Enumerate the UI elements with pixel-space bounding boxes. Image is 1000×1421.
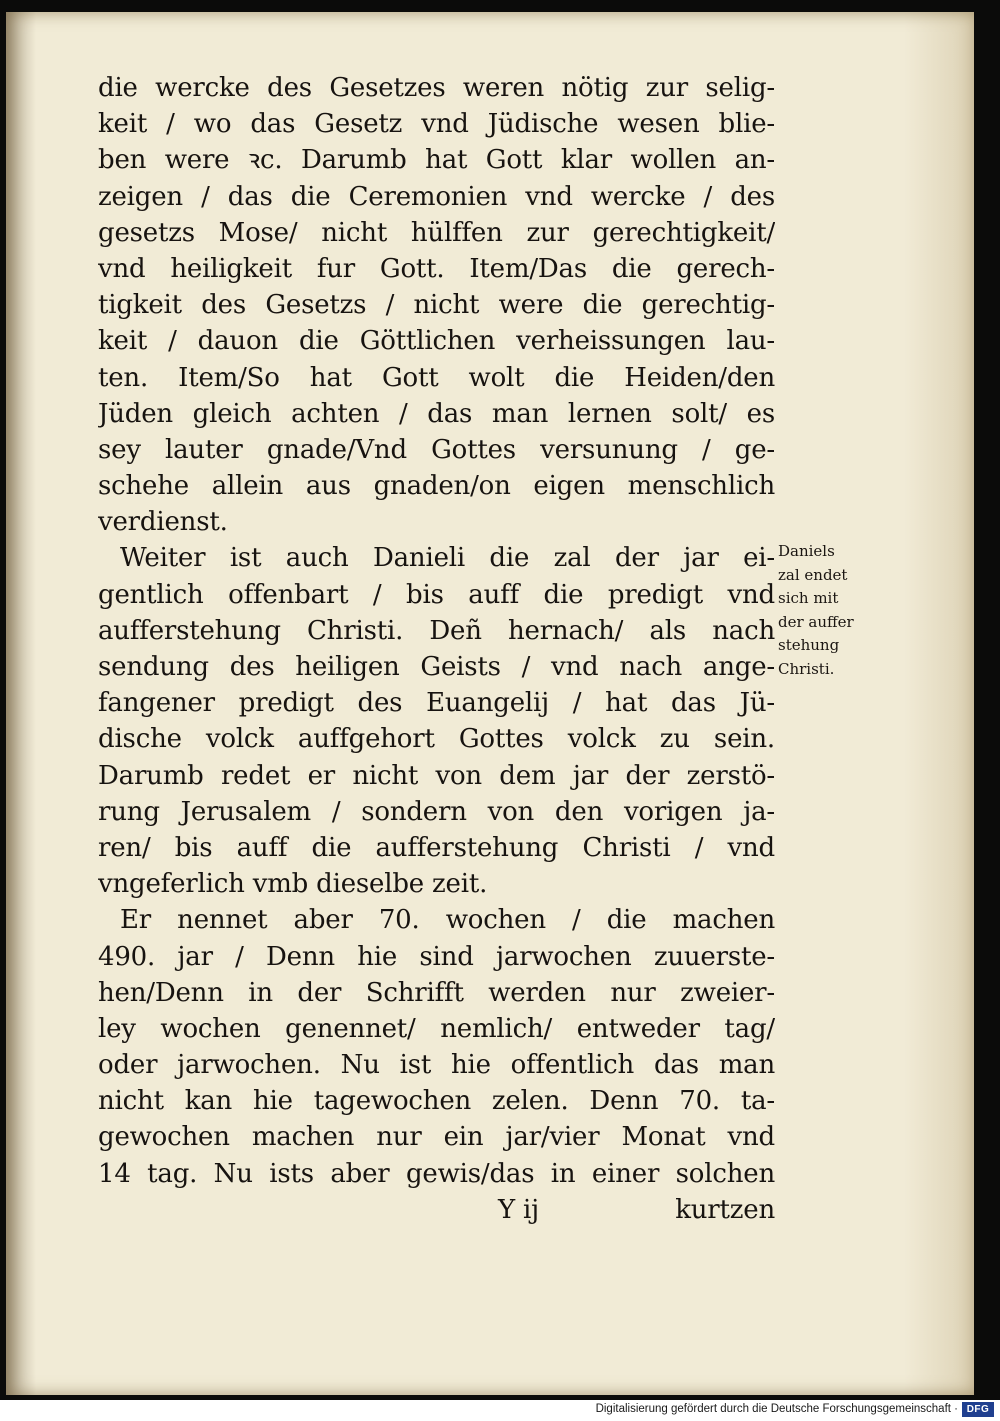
text-line: ley wochen genennet/ nemlich/ entweder tag/ xyxy=(98,1013,775,1044)
text-line: hen/Denn in der Schrifft werden nur zweier- xyxy=(98,977,775,1008)
dfg-logo: DFG xyxy=(962,1402,994,1417)
text-line: vnd heiligkeit fur Gott. Item/Das die gerech- xyxy=(98,253,775,284)
text-line: Weiter ist auch Danieli die zal der jar ei- xyxy=(120,543,775,574)
text-line: fangener predigt des Euangelij / hat das Jü- xyxy=(98,688,775,719)
text-line: gentlich offenbart / bis auff die predigt vnd xyxy=(98,579,775,610)
text-line: sey lauter gnade/Vnd Gottes versunung / ge- xyxy=(98,434,775,465)
text-line: nicht kan hie tagewochen zelen. Denn 70. ta- xyxy=(98,1086,775,1117)
text-line: 490. jar / Denn hie sind jarwochen zuuerste- xyxy=(98,941,775,972)
marginal-note-line: der auffer xyxy=(778,612,854,631)
edge-stain xyxy=(904,12,974,1395)
footer-bar xyxy=(0,1400,1000,1421)
text-line: tigkeit des Gesetzs / nicht were die gerechtig- xyxy=(98,290,775,321)
text-line: ten. Item/So hat Gott wolt die Heiden/den xyxy=(98,362,775,393)
marginal-note-line: Daniels xyxy=(778,542,835,560)
text-line: keit / dauon die Göttlichen verheissungen lau- xyxy=(98,326,775,357)
signature-mark: Y ij xyxy=(498,1194,540,1225)
text-line: gewochen machen nur ein jar/vier Monat vnd xyxy=(98,1122,775,1153)
catchword-line xyxy=(98,1192,775,1228)
text-line: Er nennet aber 70. wochen / die machen xyxy=(120,905,775,936)
marginal-note xyxy=(778,540,896,681)
funding-notice: Digitalisierung gefördert durch die Deutsche Forschungsgemeinschaft · xyxy=(595,1403,958,1415)
text-line: ren/ bis auff die aufferstehung Christi / vnd xyxy=(98,832,775,863)
text-line: verdienst. xyxy=(98,507,228,538)
marginal-note-line: zal endet xyxy=(778,565,848,584)
text-line: Jüden gleich achten / das man lernen solt/ es xyxy=(98,398,775,429)
text-line: Darumb redet er nicht von dem jar der zerstö- xyxy=(98,760,775,791)
text-line: gesetzs Mose/ nicht hülffen zur gerechtigkeit/ xyxy=(98,217,775,248)
text-line: aufferstehung Christi. Deñ hernach/ als nach xyxy=(98,615,775,646)
main-text-block xyxy=(98,70,775,1228)
marginal-note-line: sich mit xyxy=(778,589,839,607)
text-line: die wercke des Gesetzes weren nötig zur selig- xyxy=(98,73,775,103)
text-line: keit / wo das Gesetz vnd Jüdische wesen blie- xyxy=(98,109,775,140)
text-line: sendung des heiligen Geists / vnd nach ange- xyxy=(98,652,775,682)
text-line: schehe allein aus gnaden/on eigen menschlich xyxy=(98,471,775,502)
text-line: oder jarwochen. Nu ist hie offentlich das man xyxy=(98,1050,775,1081)
text-line: zeigen / das die Ceremonien vnd wercke / des xyxy=(98,181,775,212)
text-line: vngeferlich vmb dieselbe zeit. xyxy=(98,869,488,900)
text-line: ben were ꝛc. Darumb hat Gott klar wollen an- xyxy=(98,145,775,176)
marginal-note-line: stehung xyxy=(778,636,840,654)
text-line: dische volck auffgehort Gottes volck zu sein. xyxy=(98,724,775,755)
text-line: 14 tag. Nu ists aber gewis/das in einer solchen xyxy=(98,1158,775,1189)
text-line: rung Jerusalem / sondern von den vorigen ja- xyxy=(98,796,775,827)
marginal-note-line: Christi. xyxy=(778,659,835,678)
catchword: kurtzen xyxy=(675,1194,775,1225)
spine-shadow xyxy=(6,12,36,1395)
